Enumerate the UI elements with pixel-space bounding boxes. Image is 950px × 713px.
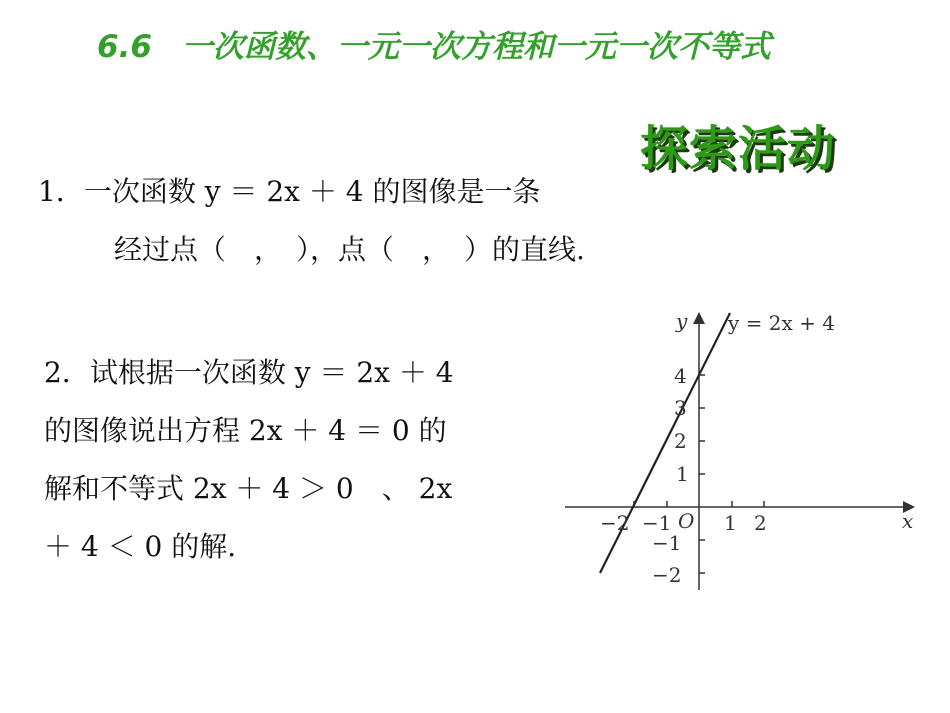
- lesson-title: [97, 22, 887, 72]
- x-axis-label: x: [902, 509, 914, 533]
- origin-label: O: [678, 509, 695, 533]
- question-2-line-4: ＋ 4 ＜ 0 的解.: [44, 530, 237, 563]
- lesson-title-text: 一次函数、一元一次方程和一元一次不等式: [181, 29, 771, 65]
- activity-label: 探索活动: [640, 121, 837, 177]
- x-tick-label-2: 2: [754, 511, 767, 535]
- y-tick-label-4: 4: [674, 364, 687, 388]
- y-tick-label-2: 2: [674, 429, 687, 453]
- question-1-line-1: 1．一次函数 y ＝ 2x ＋ 4 的图像是一条: [38, 175, 541, 208]
- y-tick-label-1: 1: [676, 462, 689, 486]
- question-2-line-2: 的图像说出方程 2x ＋ 4 ＝ 0 的: [44, 414, 447, 447]
- x-tick-label-1: 1: [724, 511, 737, 535]
- function-graph: [560, 300, 930, 600]
- question-1-line-2: 经过点（ ， ），点（ ， ）的直线.: [114, 233, 585, 266]
- lesson-number: 6.6: [97, 29, 152, 65]
- y-tick-label-neg1: −1: [652, 531, 682, 555]
- y-tick-label-3: 3: [674, 396, 687, 420]
- x-tick-label-neg1: −1: [642, 511, 672, 535]
- question-2-line-3: 解和不等式 2x ＋ 4 ＞ 0 、 2x: [44, 472, 453, 505]
- y-tick-marks: [699, 375, 705, 573]
- question-2-line-1: 2．试根据一次函数 y ＝ 2x ＋ 4: [44, 356, 454, 389]
- question-1: [38, 163, 585, 279]
- y-axis-label: y: [676, 309, 688, 333]
- x-tick-label-neg2: −2: [600, 511, 630, 535]
- question-2: [44, 344, 454, 576]
- y-tick-label-neg2: −2: [652, 563, 682, 587]
- line-label: y = 2x + 4: [728, 311, 835, 335]
